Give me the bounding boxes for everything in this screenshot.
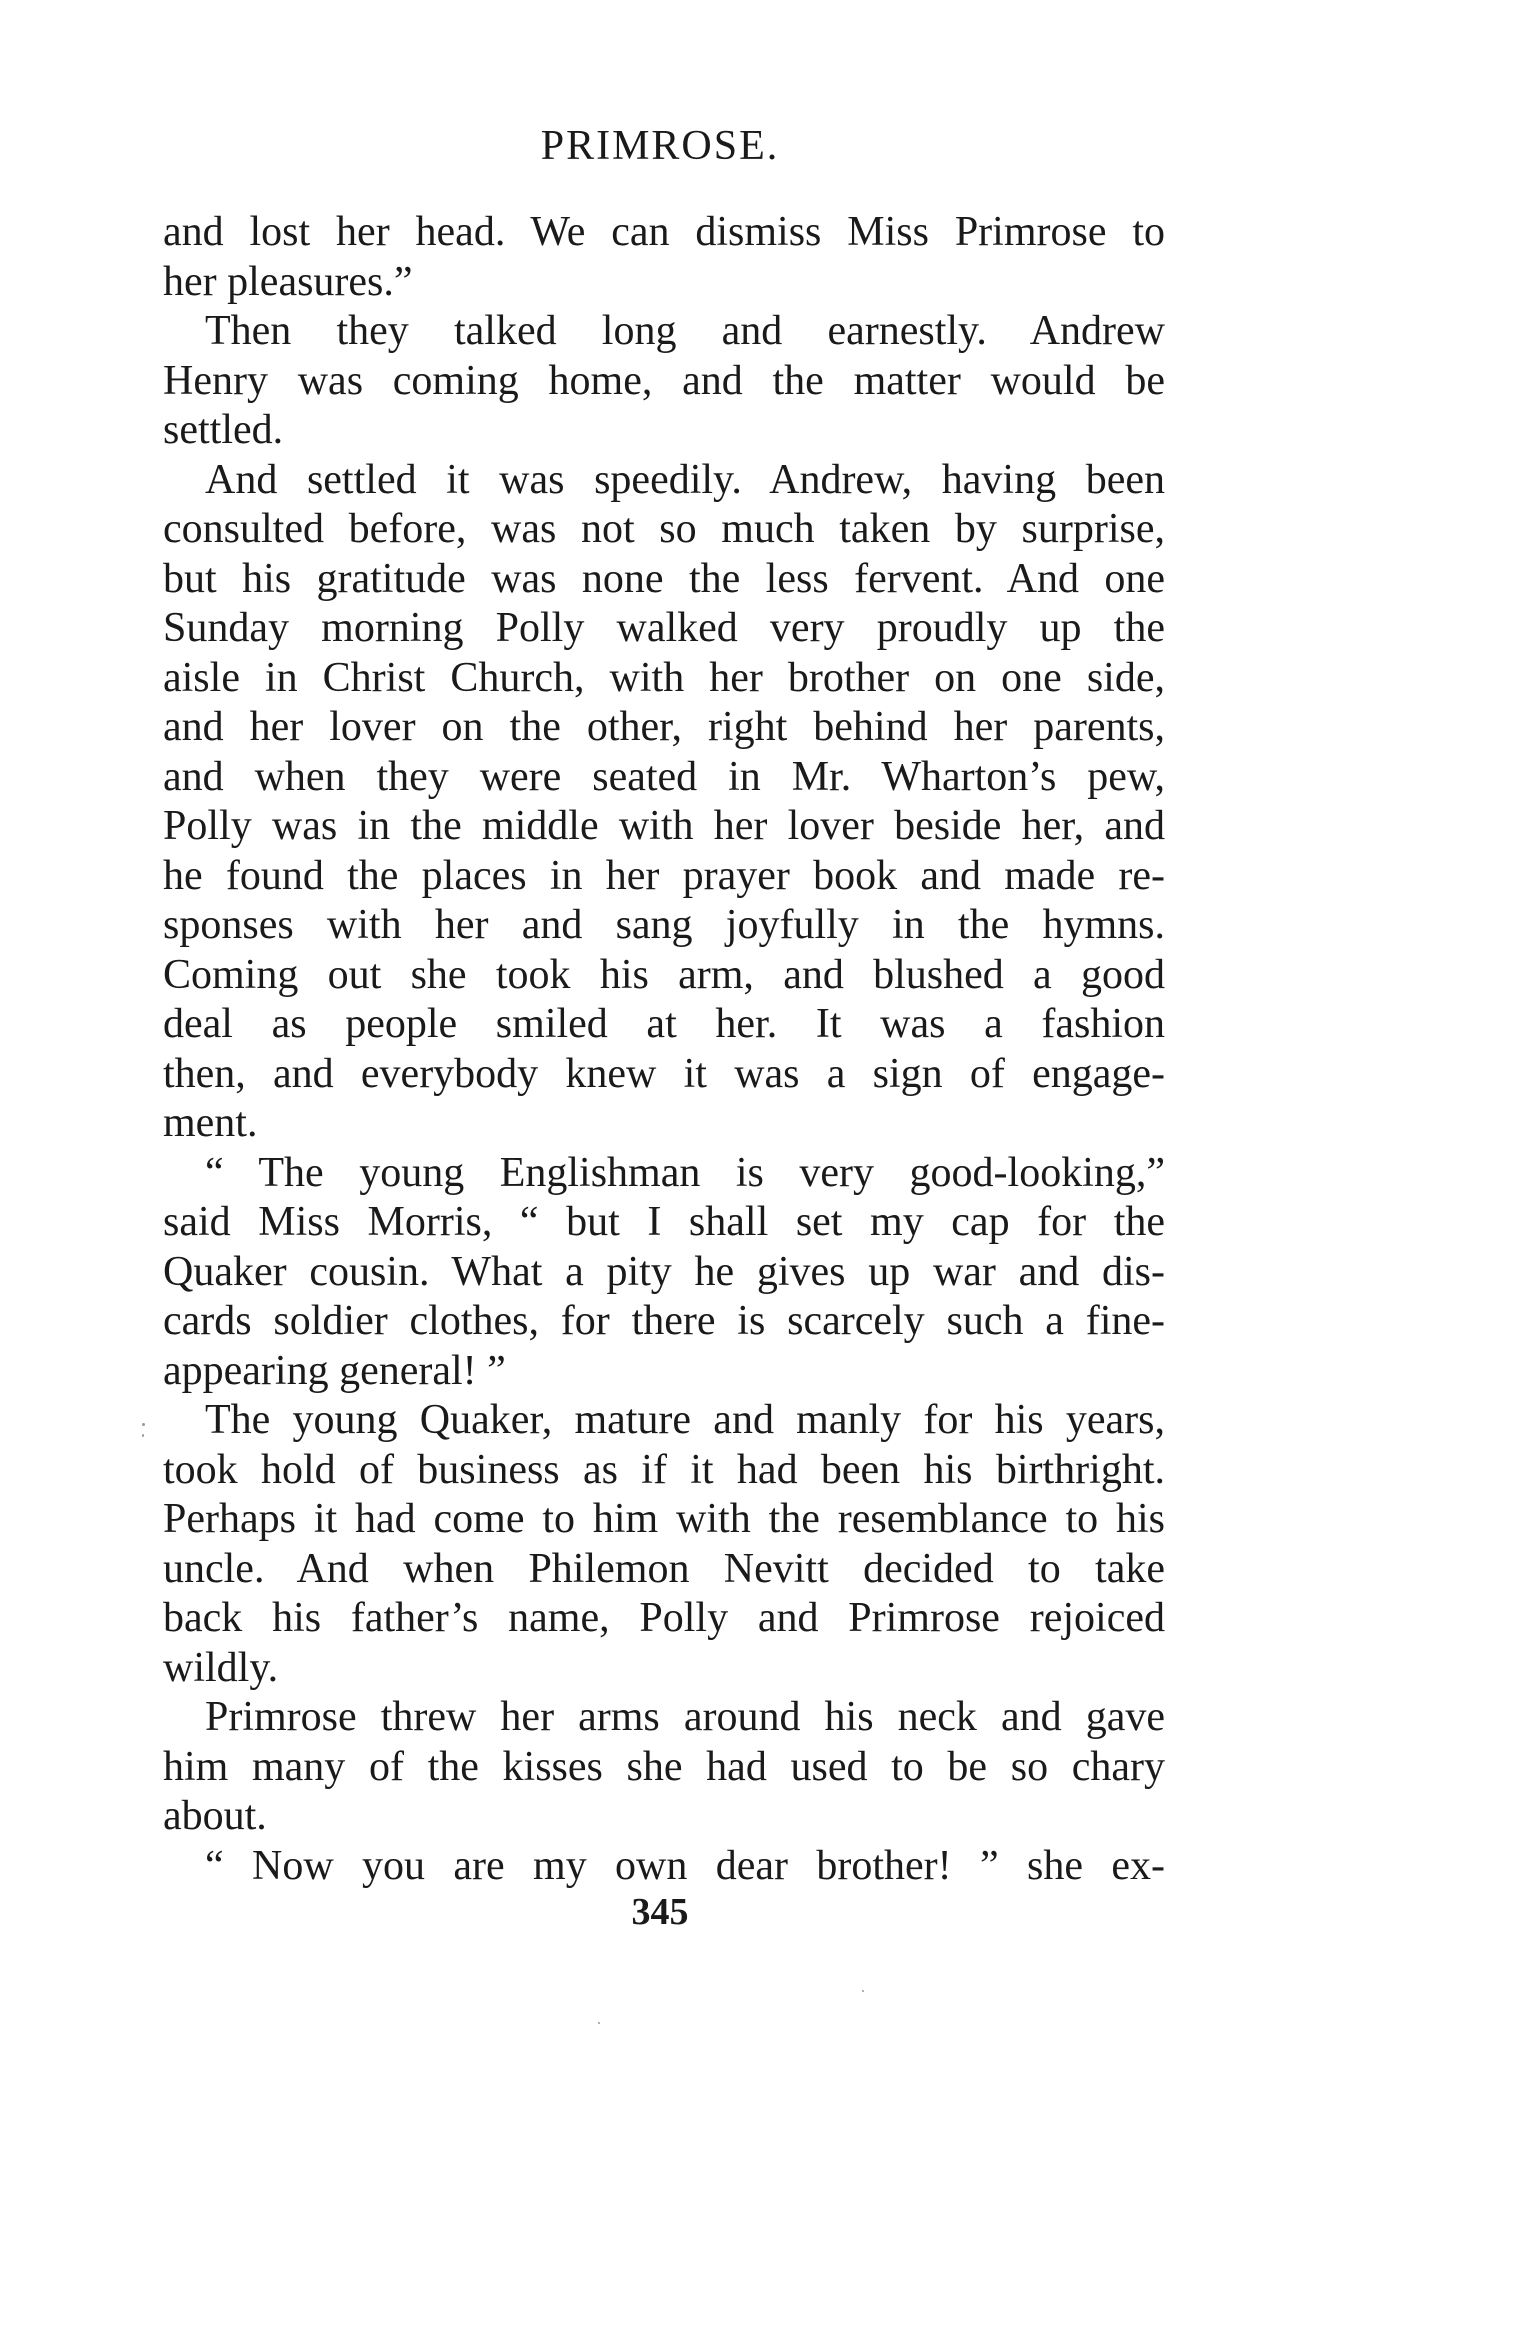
text-line: Henry was coming home, and the matter would be	[163, 357, 1165, 404]
text-line: Primrose threw her arms around his neck and gave	[205, 1694, 1165, 1740]
text-line: and lost her head. We can dismiss Miss Primrose to	[163, 209, 1165, 255]
text-line: cards soldier clothes, for there is scarcely such a fine-	[163, 1298, 1165, 1344]
text-line: then, and everybody knew it was a sign of engage-	[163, 1050, 1165, 1097]
text-line: sponses with her and sang joyfully in the hymns.	[163, 902, 1165, 948]
text-line: “ The young Englishman is very good-looking,”	[205, 1149, 1165, 1196]
text-line: The young Quaker, mature and manly for his years,	[205, 1397, 1165, 1443]
text-line: consulted before, was not so much taken by surprise,	[163, 506, 1165, 552]
text-line: back his father’s name, Polly and Primrose rejoiced	[163, 1595, 1165, 1641]
text-line: Coming out she took his arm, and blushed a good	[163, 951, 1165, 998]
speck	[142, 1434, 144, 1437]
body-text	[163, 208, 1165, 1891]
text-line: but his gratitude was none the less fervent. And one	[163, 555, 1165, 602]
speck	[598, 2022, 600, 2024]
page-number: 345	[631, 1891, 689, 1933]
text-line: he found the places in her prayer book and made re-	[163, 852, 1165, 899]
text-line: took hold of business as if it had been his birthright.	[163, 1446, 1165, 1493]
text-line: said Miss Morris, “ but I shall set my cap for the	[163, 1199, 1165, 1245]
text-line: and her lover on the other, right behind her parents,	[163, 704, 1165, 750]
text-line: and when they were seated in Mr. Wharton’s pew,	[163, 753, 1165, 800]
text-line: her pleasures.”	[163, 258, 413, 305]
text-line: him many of the kisses she had used to be so chary	[163, 1743, 1165, 1790]
text-line: appearing general! ”	[163, 1347, 506, 1394]
text-line: Then they talked long and earnestly. Andrew	[205, 308, 1165, 354]
text-line: settled.	[163, 407, 284, 453]
text-line: ment.	[163, 1100, 258, 1146]
text-line: Polly was in the middle with her lover beside her, and	[163, 803, 1165, 849]
text-line: deal as people smiled at her. It was a fashion	[163, 1001, 1165, 1047]
speck	[862, 1990, 864, 1992]
text-line: Perhaps it had come to him with the resemblance to his	[163, 1496, 1165, 1542]
text-line: uncle. And when Philemon Nevitt decided to take	[163, 1545, 1165, 1592]
speck	[142, 1423, 145, 1426]
text-line: aisle in Christ Church, with her brother on one side,	[163, 654, 1165, 701]
text-line: Sunday morning Polly walked very proudly up the	[163, 605, 1165, 651]
text-line: wildly.	[163, 1644, 279, 1691]
text-line: And settled it was speedily. Andrew, having been	[205, 456, 1165, 503]
running-head: PRIMROSE.	[540, 123, 780, 169]
text-line: “ Now you are my own dear brother! ” she ex-	[205, 1842, 1165, 1889]
text-line: about.	[163, 1793, 267, 1839]
text-line: Quaker cousin. What a pity he gives up war and dis-	[163, 1248, 1165, 1295]
